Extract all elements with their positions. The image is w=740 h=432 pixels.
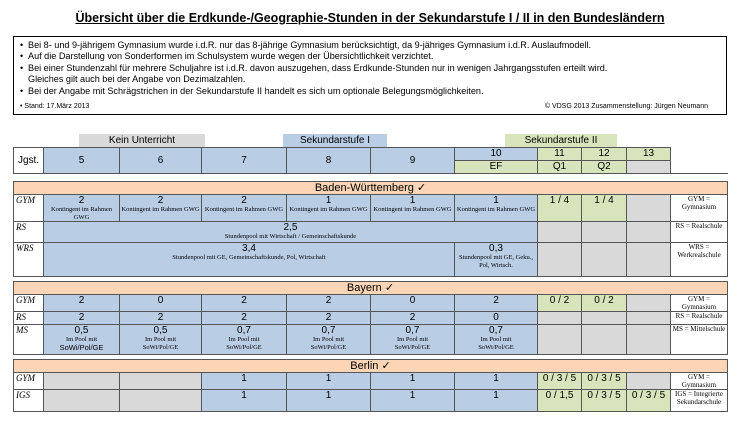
bw-gym-5: 2 Kontingent im Rahmen GWG <box>44 195 120 222</box>
row-label: GYM <box>14 195 44 222</box>
by-ms-8: 0,7 Im Pool mit SoWi/Pol/GE <box>287 325 371 355</box>
notes-box <box>13 36 727 115</box>
grade-label: Jgst. <box>14 148 44 174</box>
be-igs-13: 0 / 3 / 5 <box>627 390 671 412</box>
bw-gym-10: 1 Kontingent im Rahmen GWG <box>455 195 538 222</box>
be-gym-remark: GYM = Gymnasium <box>671 373 728 390</box>
bw-gym-row <box>14 195 728 222</box>
by-rs-9: 2 <box>371 312 455 325</box>
by-ms-9: 0,7 Im Pool mit SoWi/Pol/GE <box>371 325 455 355</box>
be-igs-8: 1 <box>287 390 371 412</box>
be-igs-9: 1 <box>371 390 455 412</box>
by-ms-remark: MS = Mittelschule <box>671 325 728 355</box>
bw-gym-remark: GYM = Gymnasium <box>671 195 728 222</box>
by-gym-10: 2 <box>455 295 538 312</box>
by-gym-7: 2 <box>202 295 287 312</box>
by-rs-q1 <box>538 312 582 325</box>
row-label: IGS <box>14 390 44 412</box>
be-gym-13 <box>627 373 671 390</box>
row-label: RS <box>14 312 44 325</box>
by-rs-5: 2 <box>44 312 120 325</box>
by-gym-q2: 0 / 2 <box>582 295 627 312</box>
page-title: Übersicht über die Erdkunde-/Geographie-Stunden in der Sekundarstufe I / II in den Bundesländern <box>75 11 665 25</box>
by-gym-remark: GYM = Gymnasium <box>671 295 728 312</box>
row-label: MS <box>14 325 44 355</box>
be-igs-q1: 0 / 1,5 <box>538 390 582 412</box>
note-1: • Bei 8- und 9-jährigem Gymnasium wurde i.d.R. nur das 8-jährige Gymnasium berücksichtigt, da 9-jähriges Gymnasium i.d.R. Auslaufmodell. <box>20 40 592 50</box>
bw-gym-q1: 1 / 4 <box>538 195 582 222</box>
grade-10: 10 <box>455 148 538 161</box>
grade-row-1 <box>14 148 728 161</box>
be-gym-q2: 0 / 3 / 5 <box>582 373 627 390</box>
grade-13-empty <box>627 161 671 174</box>
row-label: GYM <box>14 373 44 390</box>
note-2: • Auf die Darstellung von Sonderformen im Schulsystem wurde wegen der Übersichtlichkeit verzichtet. <box>20 51 434 62</box>
by-ms-row <box>14 325 728 355</box>
by-gym-13 <box>627 295 671 312</box>
by-ms-7: 0,7 Im Pool mit SoWi/Pol/GE <box>202 325 287 355</box>
by-rs-13 <box>627 312 671 325</box>
grade-13: 13 <box>627 148 671 161</box>
be-gym-5 <box>44 373 120 390</box>
bw-wrs-row <box>14 243 728 277</box>
bw-rs-q1 <box>538 222 582 243</box>
by-rs-6: 2 <box>120 312 202 325</box>
bw-rs-13 <box>627 222 671 243</box>
by-gym-q1: 0 / 2 <box>538 295 582 312</box>
bw-gym-7: 2 Kontingent im Rahmen GWG <box>202 195 287 222</box>
grade-8: 8 <box>287 148 371 174</box>
by-gym-9: 0 <box>371 295 455 312</box>
be-igs-7: 1 <box>202 390 287 412</box>
spacer <box>14 174 728 182</box>
by-rs-q2 <box>582 312 627 325</box>
be-gym-row <box>14 373 728 390</box>
be-igs-10: 1 <box>455 390 538 412</box>
grade-12: 12 <box>582 148 627 161</box>
remark-header <box>671 148 728 174</box>
bw-wrs-pool: 3,4 Stundenpool mit GE, Gemeinschaftskunde, Pol, Wirtschaft <box>44 243 455 277</box>
grade-7: 7 <box>202 148 287 174</box>
bw-gym-6: 2 Kontingent im Rahmen GWG <box>120 195 202 222</box>
grade-9: 9 <box>371 148 455 174</box>
row-label: GYM <box>14 295 44 312</box>
be-igs-6 <box>120 390 202 412</box>
be-gym-q1: 0 / 3 / 5 <box>538 373 582 390</box>
bw-rs-row <box>14 222 728 243</box>
bw-wrs-13 <box>627 243 671 277</box>
be-igs-row <box>14 390 728 412</box>
bw-gym-8: 1 Kontingent im Rahmen GWG <box>287 195 371 222</box>
by-ms-q1 <box>538 325 582 355</box>
be-gym-10: 1 <box>455 373 538 390</box>
bw-rs-q2 <box>582 222 627 243</box>
bw-wrs-10: 0,3 Stundenpool mit GE, Geku., Pol, Wirtsch. <box>455 243 538 277</box>
by-rs-8: 2 <box>287 312 371 325</box>
be-gym-6 <box>120 373 202 390</box>
bw-wrs-remark: WRS = Werkrealschule <box>671 243 728 277</box>
by-ms-13 <box>627 325 671 355</box>
state-berlin: Berlin ✓ <box>14 360 728 373</box>
by-rs-7: 2 <box>202 312 287 325</box>
bw-rs-pool: 2,5 Stundenpool mit Wirtschaft / Gemeinschaftskunde <box>44 222 538 243</box>
be-gym-9: 1 <box>371 373 455 390</box>
grade-q2: Q2 <box>582 161 627 174</box>
by-gym-5: 2 <box>44 295 120 312</box>
bw-gym-9: 1 Kontingent im Rahmen GWG <box>371 195 455 222</box>
bw-wrs-q1 <box>538 243 582 277</box>
grade-q1: Q1 <box>538 161 582 174</box>
bw-wrs-q2 <box>582 243 627 277</box>
note-3: • Bei einer Stundenzahl für mehrere Schuljahre ist i.d.R. davon auszugehen, dass Erdkunde-Stunden nur in wenigen Jahrgangsstufen erteilt wird. <box>20 62 608 73</box>
bw-rs-remark: RS = Realschule <box>671 222 728 243</box>
be-igs-5 <box>44 390 120 412</box>
grade-5: 5 <box>44 148 120 174</box>
row-label: WRS <box>14 243 44 277</box>
header-kein-unterricht: Kein Unterricht <box>79 134 205 147</box>
by-rs-row <box>14 312 728 325</box>
by-ms-q2 <box>582 325 627 355</box>
be-igs-q2: 0 / 3 / 5 <box>582 390 627 412</box>
bw-gym-q2: 1 / 4 <box>582 195 627 222</box>
header-sek1: Sekundarstufe I <box>283 134 387 147</box>
by-rs-remark: RS = Realschule <box>671 312 728 325</box>
copyright: © VDSG 2013 Zusammenstellung: Jürgen Neumann <box>544 102 708 110</box>
grade-ef: EF <box>455 161 538 174</box>
by-rs-10: 0 <box>455 312 538 325</box>
stand-date: • Stand: 17.März 2013 <box>20 102 90 110</box>
hours-table <box>13 147 728 412</box>
be-igs-remark: IGS = Integrierte Sekundarschule <box>671 390 728 412</box>
grade-11: 11 <box>538 148 582 161</box>
by-gym-8: 2 <box>287 295 371 312</box>
state-bayern: Bayern ✓ <box>14 282 728 295</box>
state-baden-wuerttemberg: Baden-Württemberg ✓ <box>14 182 728 195</box>
by-ms-10: 0,7 Im Pool mit SoWi/Pol/GE <box>455 325 538 355</box>
row-label: RS <box>14 222 44 243</box>
by-gym-6: 0 <box>120 295 202 312</box>
be-gym-7: 1 <box>202 373 287 390</box>
note-5: • Bei der Angabe mit Schrägstrichen in der Sekundarstufe II handelt es sich um optionale Belegungsmöglichkeiten. <box>20 85 484 96</box>
bw-gym-13 <box>627 195 671 222</box>
grade-6: 6 <box>120 148 202 174</box>
notes-footer <box>20 101 720 112</box>
by-ms-6: 0,5 Im Pool mit SoWi/Pol/GE <box>120 325 202 355</box>
by-ms-5: 0,5 Im Pool mit SoWi/Pol/GE <box>44 325 120 355</box>
note-4: Gleiches gilt auch bei der Angabe von Dezimalzahlen. <box>28 74 246 85</box>
be-gym-8: 1 <box>287 373 371 390</box>
header-sek2: Sekundarstufe II <box>505 134 617 147</box>
by-gym-row <box>14 295 728 312</box>
